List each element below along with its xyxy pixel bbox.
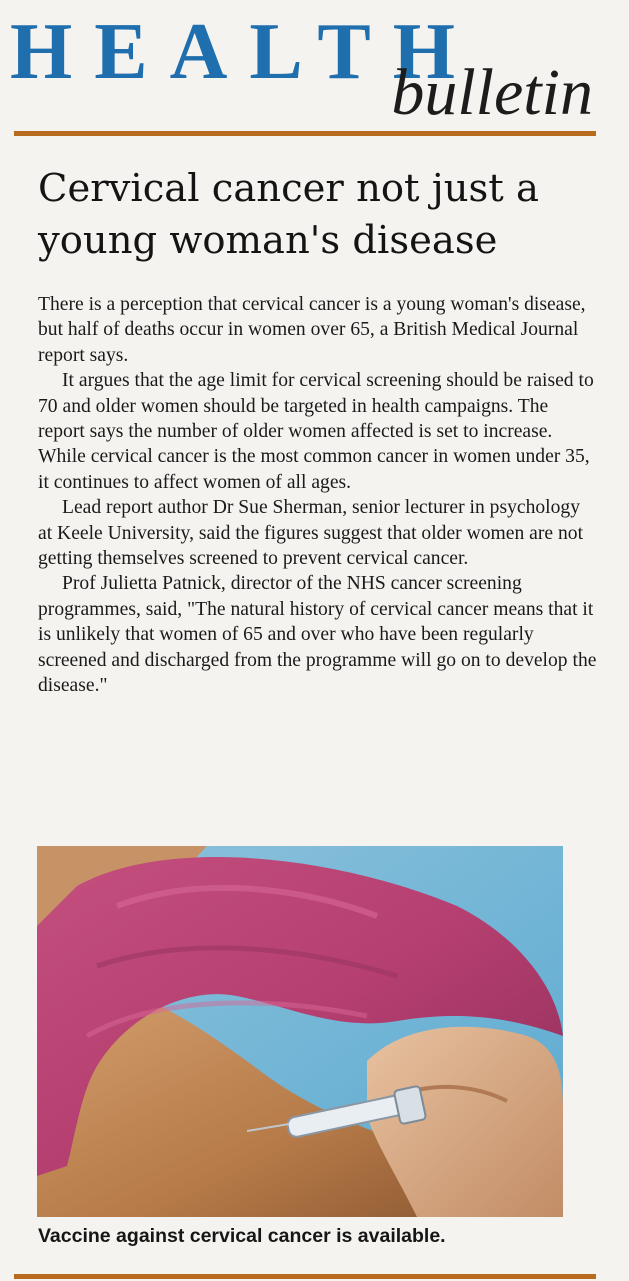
masthead (0, 0, 629, 140)
masthead-title-health: HEALTH (10, 8, 477, 96)
article-paragraph: Lead report author Dr Sue Sherman, senior lecturer in psychology at Keele University, said the figures suggest that older women are not getting themselves screened to prevent cervical cancer. (38, 497, 584, 570)
article-paragraph: There is a perception that cervical cancer is a young woman's disease, but half of deaths occur in women over 65, a British Medical Journal report says. (38, 294, 586, 366)
vaccination-photo (37, 846, 563, 1217)
article-paragraph: It argues that the age limit for cervical screening should be raised to 70 and older women should be targeted in health campaigns. The report says the number of older women affected is set to increase. While cervical cancer is the most common cancer in women under 35, it continues to affect women of all ages. (38, 370, 594, 493)
syringe-plunger (394, 1086, 427, 1125)
article-headline: Cervical cancer not just a young woman's disease (38, 166, 539, 263)
article-body (38, 292, 598, 699)
masthead-title-bulletin: bulletin (391, 56, 593, 129)
bottom-divider (14, 1274, 596, 1279)
article-paragraph: Prof Julietta Patnick, director of the NHS cancer screening programmes, said, "The natural history of cervical cancer means that it is unlikely that women of 65 and over who have been regularly screened and discharged from the programme will go on to develop the disease." (38, 573, 597, 697)
masthead-divider (14, 131, 596, 136)
photo-caption: Vaccine against cervical cancer is available. (38, 1225, 446, 1247)
vaccination-illustration (37, 846, 563, 1217)
